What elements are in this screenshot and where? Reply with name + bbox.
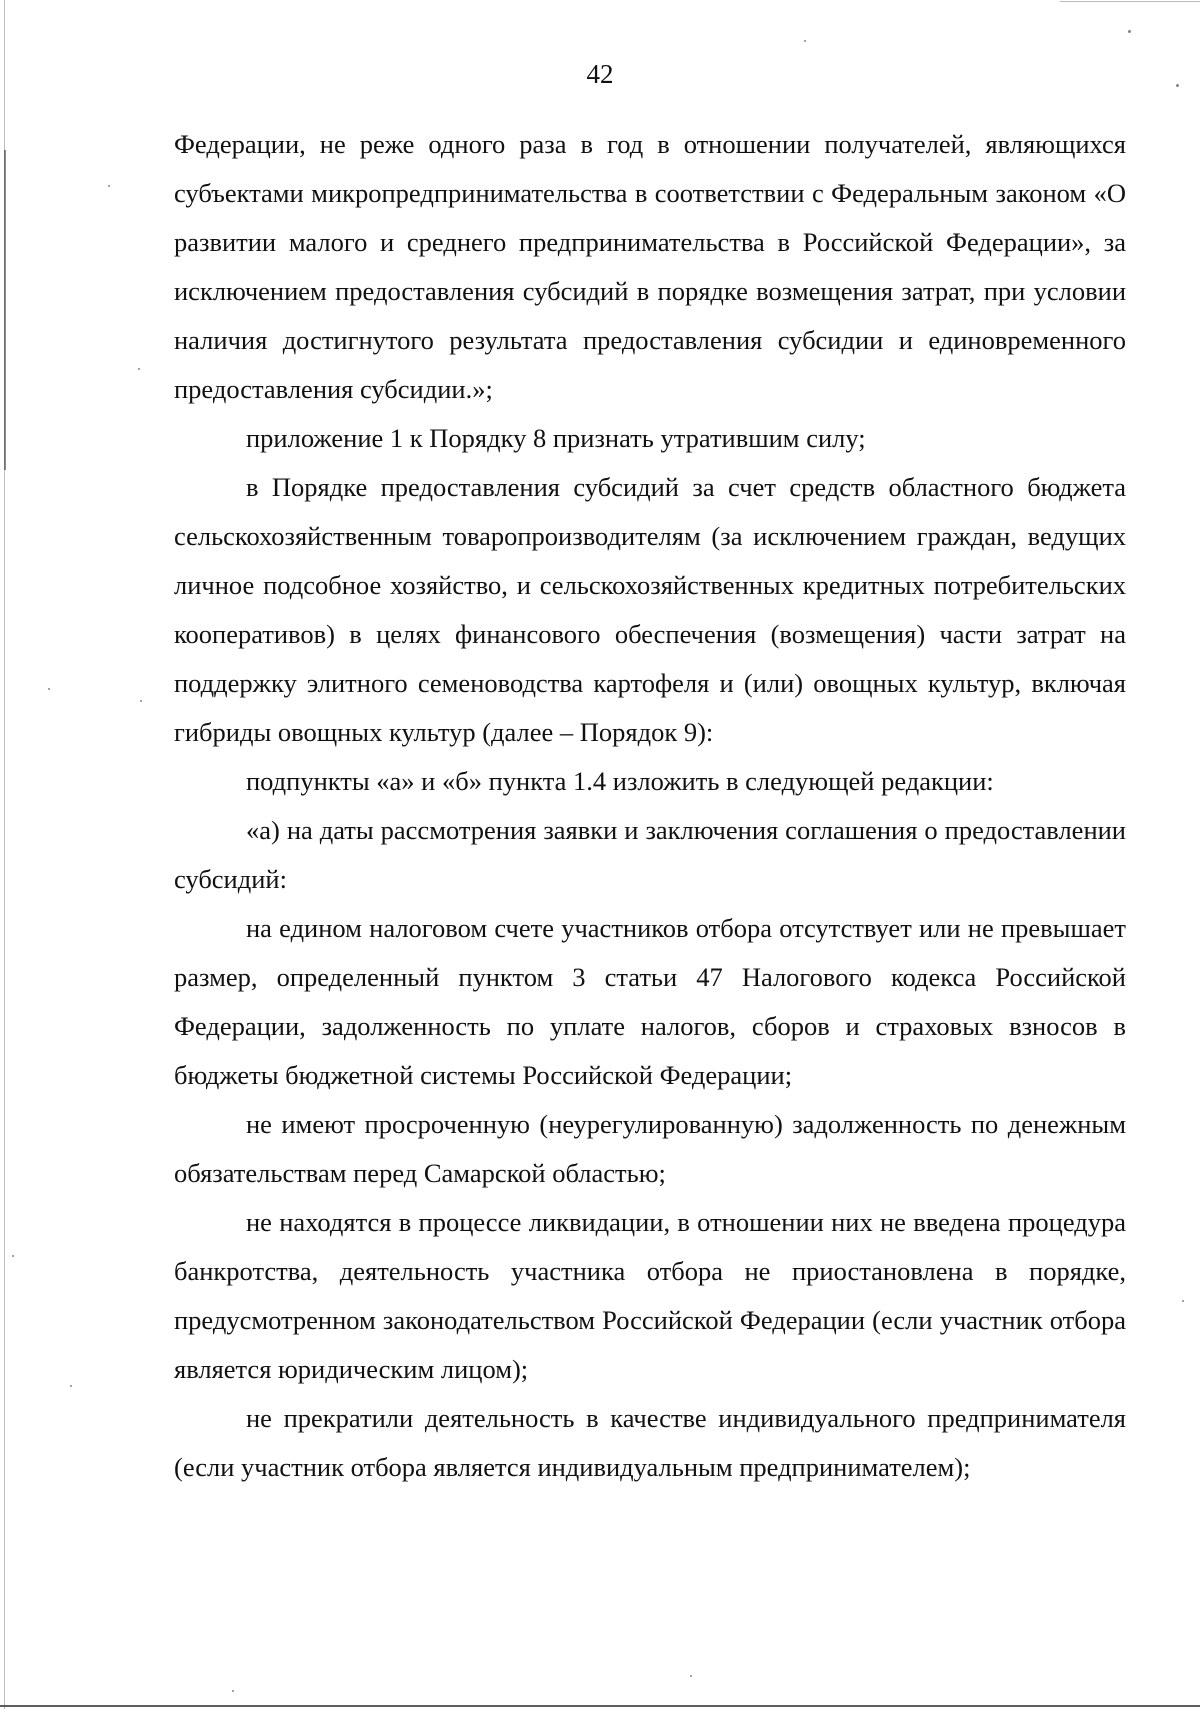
scan-speck: [690, 1675, 692, 1677]
paragraph: не прекратили деятельность в качестве индивидуального предпринимателя (если участник отбора является индивидуальным предпринимателем);: [174, 1403, 1126, 1482]
scan-speck: [1182, 1300, 1184, 1302]
paragraph: подпункты «а» и «б» пункта 1.4 изложить в следующей редакции:: [246, 766, 994, 796]
scan-speck: [232, 1690, 234, 1692]
document-body: [174, 120, 1126, 1492]
paragraph: Федерации, не реже одного раза в год в отношении получателей, являющихся субъектами микропредпринимательства в соответствии с Федеральным законом «О развитии малого и среднего предпринимательства в Российской Федерации», за исключением предоставления субсидий в порядке возмещения затрат, при условии наличия достигнутого результата предоставления субсидии и единовременного предоставления субсидии.»;: [174, 129, 1126, 404]
scan-speck: [140, 700, 142, 702]
scan-speck: [138, 368, 140, 370]
paragraph: не имеют просроченную (неурегулированную) задолженность по денежным обязательствам перед Самарской областью;: [174, 1109, 1126, 1188]
scan-edge-bottom: [0, 1705, 1200, 1707]
paragraph: в Порядке предоставления субсидий за счет средств областного бюджета сельскохозяйственным товаропроизводителям (за исключением граждан, ведущих личное подсобное хозяйство, и сельскохозяйственных кредитных потребительских кооперативов) в целях финансового обеспечения (возмещения) части затрат на поддержку элитного семеноводства картофеля и (или) овощных культур, включая гибриды овощных культур (далее – Порядок 9):: [174, 472, 1126, 747]
scan-speck: [12, 1255, 14, 1257]
scan-speck: [70, 1385, 72, 1387]
paragraph: приложение 1 к Порядку 8 признать утратившим силу;: [246, 423, 866, 453]
scan-speck: [804, 40, 806, 42]
page-number: 42: [586, 59, 614, 89]
paragraph: «а) на даты рассмотрения заявки и заключения соглашения о предоставлении субсидий:: [174, 815, 1126, 894]
scan-edge-mark: [4, 150, 6, 470]
scan-speck: [108, 185, 110, 187]
paragraph: не находятся в процессе ликвидации, в отношении них не введена процедура банкротства, деятельность участника отбора не приостановлена в порядке, предусмотренном законодательством Российской Федерации (если участник отбора является юридическим лицом);: [174, 1207, 1126, 1384]
paragraph: на едином налоговом счете участников отбора отсутствует или не превышает размер, определенный пунктом 3 статьи 47 Налогового кодекса Российской Федерации, задолженность по уплате налогов, сборов и страховых взносов в бюджеты бюджетной системы Российской Федерации;: [174, 913, 1126, 1090]
scan-speck: [1128, 30, 1131, 33]
scan-edge-top: [1060, 1, 1200, 2]
scan-speck: [48, 688, 50, 690]
